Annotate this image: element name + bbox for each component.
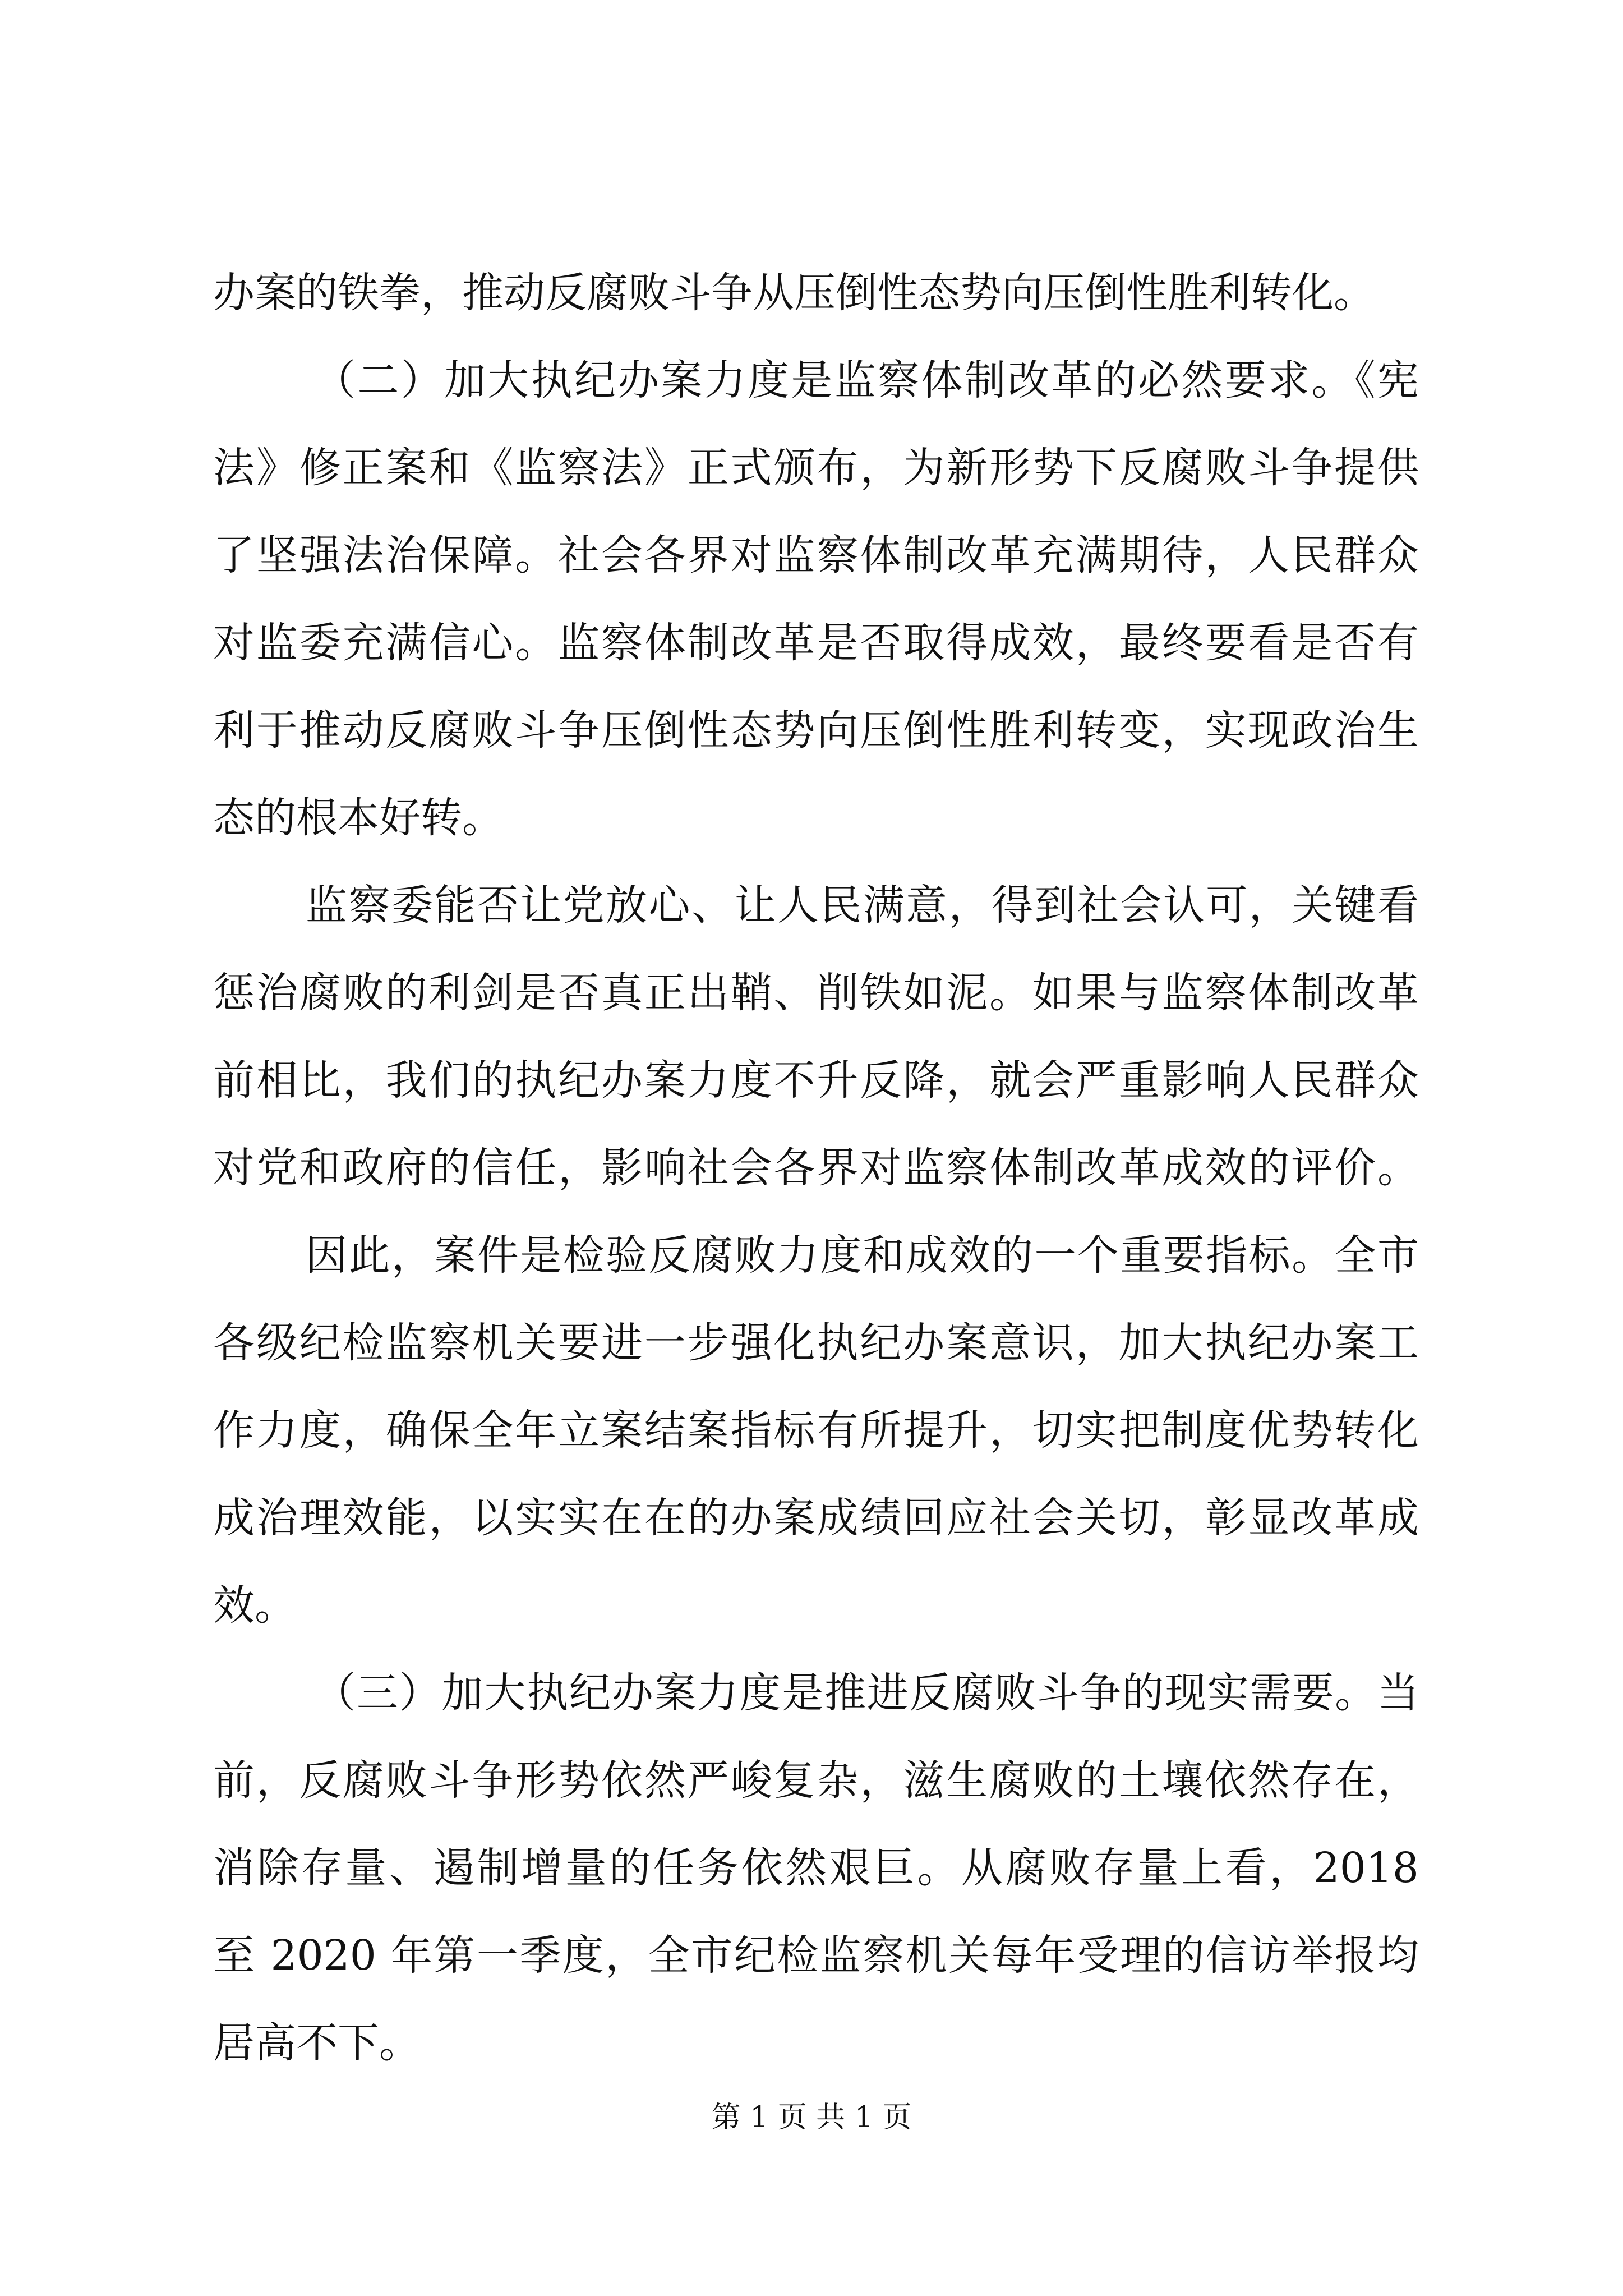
paragraph-line: 效。 [213, 1581, 296, 1630]
paragraph-line: 利于推动反腐败斗争压倒性态势向压倒性胜利转变，实现政治生 [213, 706, 1419, 754]
page-number-footer: 第 1 页 共 1 页 [711, 2101, 912, 2134]
paragraph-line: 成治理效能，以实实在在的办案成绩回应社会关切，彰显改革成 [213, 1494, 1419, 1542]
paragraph-line: 对监委充满信心。监察体制改革是否取得成效，最终要看是否有 [213, 619, 1419, 667]
paragraph-line: 监察委能否让党放心、让人民满意，得到社会认可，关键看 [306, 881, 1419, 930]
paragraph-line: 了坚强法治保障。社会各界对监察体制改革充满期待，人民群众 [213, 531, 1419, 579]
paragraph-line: （二）加大执纪办案力度是监察体制改革的必然要求。《宪 [314, 356, 1419, 404]
paragraph-line: 各级纪检监察机关要进一步强化执纪办案意识，加大执纪办案工 [213, 1319, 1419, 1367]
paragraph-line: 法》修正案和《监察法》正式颁布，为新形势下反腐败斗争提供 [213, 444, 1419, 492]
paragraph-line: 惩治腐败的利剑是否真正出鞘、削铁如泥。如果与监察体制改革 [213, 969, 1419, 1017]
paragraph-line: 办案的铁拳，推动反腐败斗争从压倒性态势向压倒性胜利转化。 [213, 269, 1375, 317]
paragraph-line: 至 2020 年第一季度，全市纪检监察机关每年受理的信访举报均 [213, 1931, 1419, 1980]
document-body [213, 249, 1419, 2087]
paragraph-line: 作力度，确保全年立案结案指标有所提升，切实把制度优势转化 [213, 1406, 1419, 1455]
paragraph-line: 消除存量、遏制增量的任务依然艰巨。从腐败存量上看，2018 [213, 1844, 1419, 1892]
paragraph-line: 前相比，我们的执纪办案力度不升反降，就会严重影响人民群众 [213, 1056, 1419, 1105]
paragraph-line: 居高不下。 [213, 2019, 421, 2067]
paragraph-line: 前，反腐败斗争形势依然严峻复杂，滋生腐败的土壤依然存在， [213, 1756, 1419, 1805]
paragraph-line: （三）加大执纪办案力度是推进反腐败斗争的现实需要。当 [314, 1669, 1419, 1717]
paragraph-line: 对党和政府的信任，影响社会各界对监察体制改革成效的评价。 [213, 1144, 1419, 1192]
paragraph-line: 因此，案件是检验反腐败力度和成效的一个重要指标。全市 [306, 1231, 1419, 1280]
paragraph-line: 态的根本好转。 [213, 794, 504, 842]
